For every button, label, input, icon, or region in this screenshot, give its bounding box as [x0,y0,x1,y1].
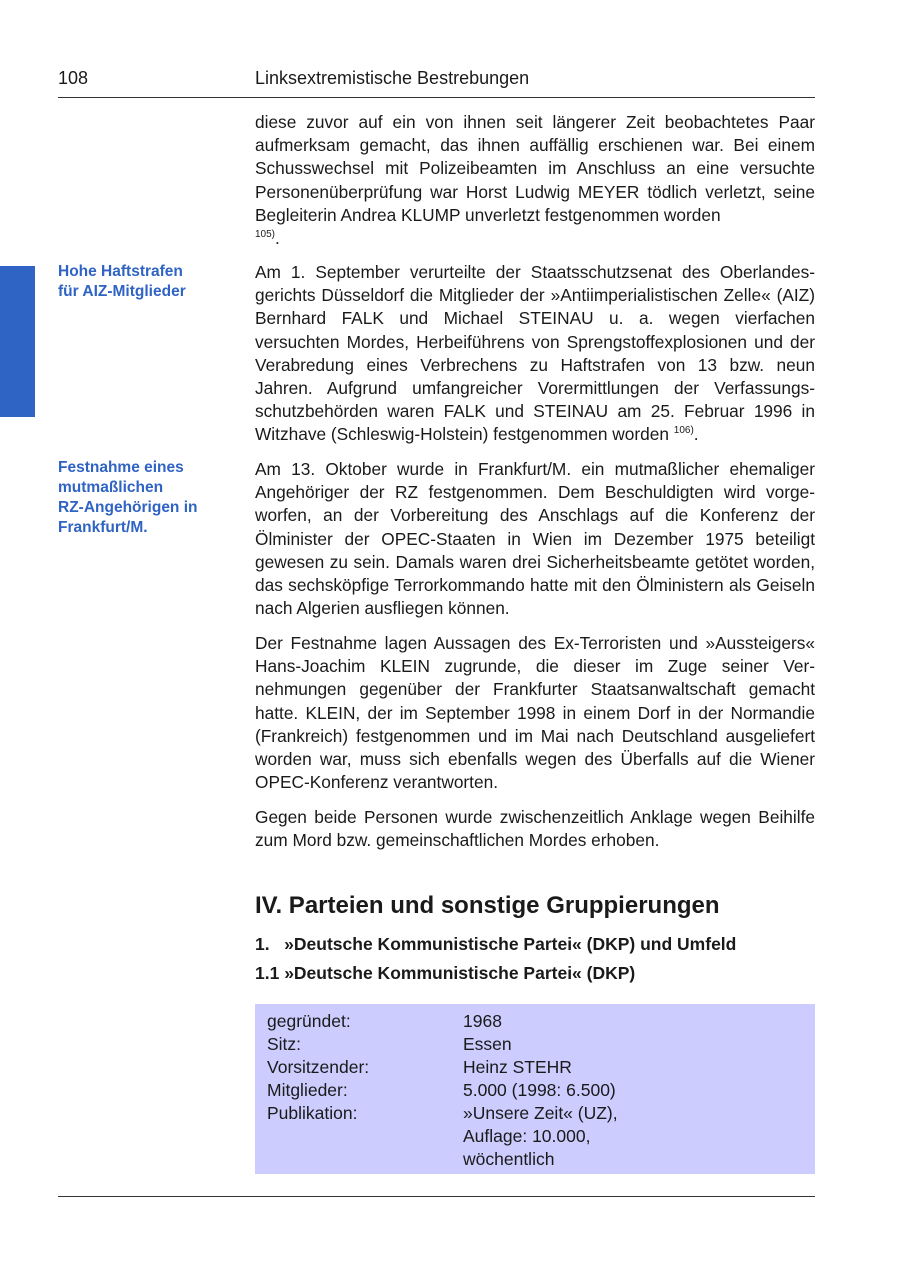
info-row-seat: Sitz: Essen [267,1034,512,1054]
margin-note-aiz: Hohe Haftstrafen für AIZ-Mitglieder [58,263,186,300]
subheading-dkp: 1.1 »Deutsche Kommunistische Partei« (DKP) [255,963,636,983]
footer-rule [58,1196,815,1197]
page-number: 108 [58,68,89,88]
info-row-founded: gegründet: 1968 [267,1011,502,1031]
footnote-ref-106: 106) [673,425,694,437]
margin-note-rz-arrest: Festnahme eines mutmaßlichen RZ-Angehörigen in Frankfurt/M. [58,459,198,536]
info-row-members: Mitglieder: 5.000 (1998: 6.500) [267,1080,616,1100]
section-heading-parties: IV. Parteien und sonstige Gruppierungen [255,892,720,919]
paragraph-klein-testimony: Der Festnahme lagen Aussagen des Ex-Terroristen und »Aussteigers« Hans-Joachim KLEIN zugrunde, die dieser im Zuge seiner Vernehmungen gegenüber der Frankfurter Staatsanwaltschaft gemacht hatte. KLEIN, der im September 1998 in einem Dorf in der Normandie (Frankreich) festgenommen und im Mai nach Deutschland ausgeliefert worden war, muss sich ebenfalls wegen des Überfalls auf die Wiener OPEC-Konferenz verantworten. [255,633,815,793]
section-marker-bar [0,266,35,417]
paragraph-indictment: Gegen beide Personen wurde zwischenzeitlich Anklage wegen Beihilfe zum Mord bzw. gemeinschaftlichen Mordes erhoben. [255,807,815,851]
subheading-dkp-umfeld: 1. »Deutsche Kommunistische Partei« (DKP) und Umfeld [255,934,737,954]
paragraph-rz-arrest: Am 13. Oktober wurde in Frankfurt/M. ein mutmaßlicher ehemaliger Angehöriger der RZ festgenommen. Dem Beschuldigten wird vorgeworfen, an der Vorbereitung des Anschlags auf die Konferenz der Ölminister der OPEC-Staaten in Wien im Dezember 1975 beteiligt gewesen zu sein. Damals waren drei Sicherheitsbeamte getötet worden, das sechsköpfige Terrorkommando hatte mit den Ölministern als Geiseln nach Algerien ausfliegen können. [255,459,815,619]
paragraph-aiz-verdict: Am 1. September verurteilte der Staatsschutzsenat des Oberlandesgerichts Düsseldorf die Mitglieder der »Antiimperialistischen Zelle« (AIZ) Bernhard FALK und Michael STEINAU u. a. wegen vierfachen versuchten Mordes, Herbeiführens von Sprengstoffexplosionen und der Verabredung eines Verbrechens zu Haftstrafen von 13 bzw. neun Jahren. Aufgrund umfangreicher Vorermittlungen der Verfassungsschutzbehörden waren FALK und STEINAU am 25. Februar 1996 in Witzhave (Schleswig-Holstein) festgenommen worden $^{106)}$. [255,262,815,445]
info-row-publication: Publikation: »Unsere Zeit« (UZ), Auflage: 10.000, wöchentlich [267,1103,618,1170]
paragraph-meyer-klump: diese zuvor auf ein von ihnen seit längerer Zeit beobachtetes Paar aufmerksam gemacht, das ihnen auffällig erschienen war. Bei einem Schusswechsel mit Polizeibeamten im Anschluss an eine versuchte Personenüberprüfung war Horst Ludwig MEYER tödlich verletzt, seine Begleiterin Andrea KLUMP unverletzt festgenommen worden $^{105)}$. [255,112,815,249]
running-title: Linksextremistische Bestrebungen [255,68,530,88]
info-row-chairman: Vorsitzender: Heinz STEHR [267,1057,572,1077]
dkp-info-box [255,1004,815,1174]
page-header [58,66,815,98]
footnote-ref-105: 105) [255,229,276,241]
